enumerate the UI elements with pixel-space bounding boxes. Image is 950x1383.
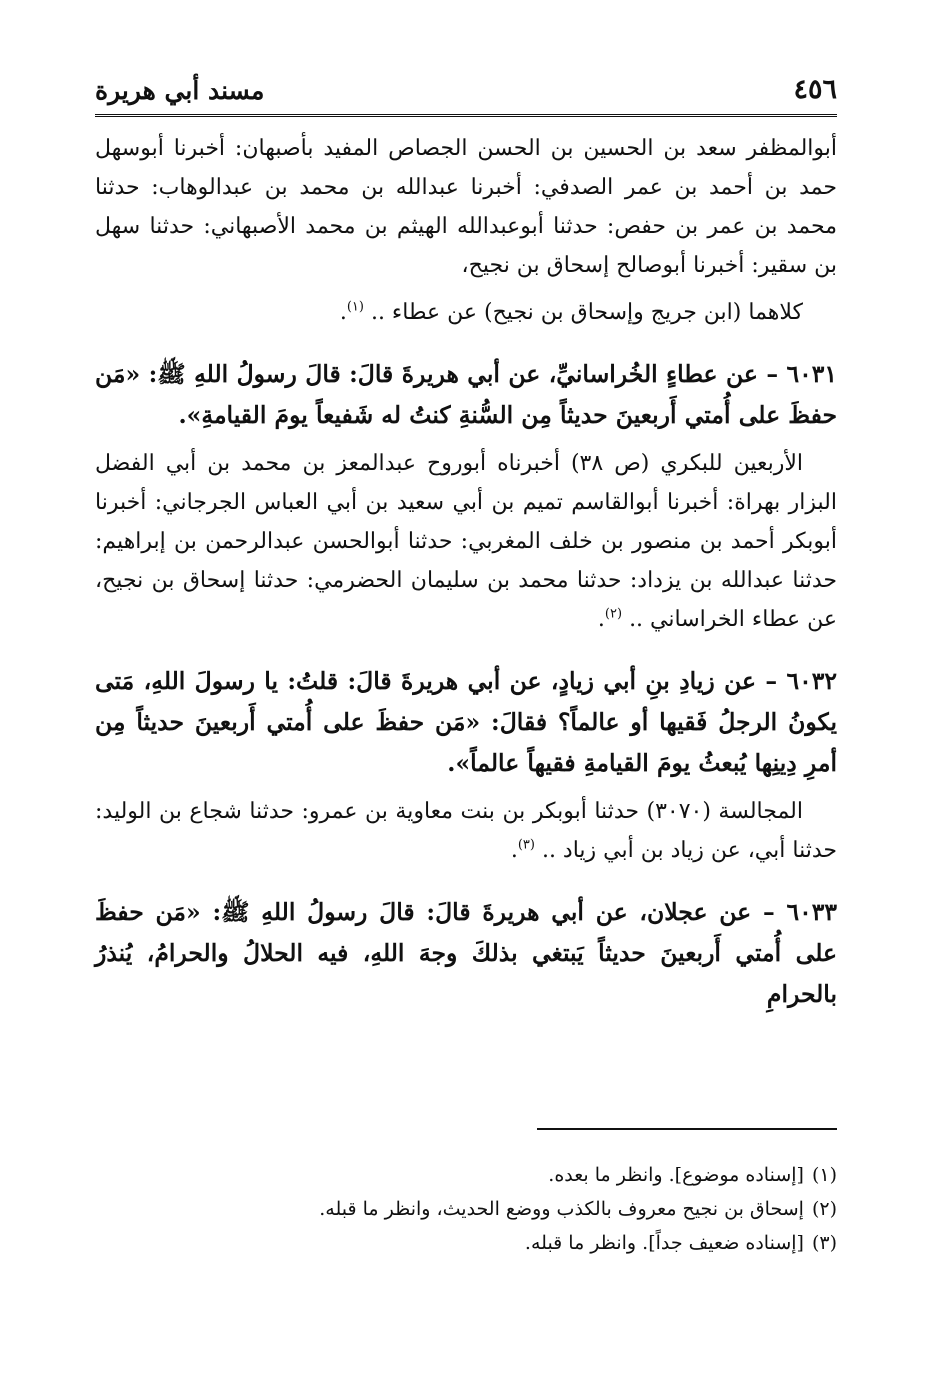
footnote-number: (٣) <box>811 1232 837 1254</box>
isnad-summary: كلاهما (ابن جريج وإسحاق بن نجيح) عن عطاء .. $^{(١)}$. <box>339 299 803 325</box>
footnote-1 <box>95 1158 837 1192</box>
isnad-summary-text: كلاهما (ابن جريج وإسحاق بن نجيح) عن عطاء .. <box>370 300 803 325</box>
footnote-text: [إسناده ضعيف جداً]. وانظر ما قبله. <box>524 1232 804 1254</box>
main-text <box>95 129 837 1015</box>
hadith-6032: ٦٠٣٢ – عن زيادِ بنِ أبي زيادٍ، عن أبي هريرةَ قالَ: قلتُ: يا رسولَ اللهِ، مَتى يكونُ الرجلُ فَقيها أو عالماً؟ فقالَ: «مَن حفظَ على أُمتي أَربعينَ حديثاً مِن أمرِ دِينِها يُبعثُ يومَ القيامةِ فقيهاً عالماً». <box>95 667 837 777</box>
running-title: مسند أبي هريرة <box>95 76 265 105</box>
footnote-ref-1: (١) <box>346 299 364 315</box>
hadith-6031: ٦٠٣١ – عن عطاءٍ الخُراسانيِّ، عن أبي هريرةَ قالَ: قالَ رسولُ اللهِ ﷺ: «مَن حفظَ على أُمتي أَربعينَ حديثاً مِن السُّنةِ كنتُ له شَفيعاً يومَ القيامةِ». <box>95 360 837 429</box>
footnote-text: إسحاق بن نجيح معروف بالكذب ووضع الحديث، وانظر ما قبله. <box>319 1198 804 1220</box>
isnad-paragraph: أبوالمظفر سعد بن الحسين بن الحسن الجصاص المفيد بأصبهان: أخبرنا أبوسهل حمد بن أحمد بن عمر الصدفي: أخبرنا عبدالله بن محمد بن عبدالوهاب: حدثنا محمد بن عمر بن حفص: حدثنا أبوعبدالله الهيثم بن محمد الأصبهاني: حدثنا سهل بن سقير: أخبرنا أبوصالح إسحاق بن نجيح، <box>95 136 837 278</box>
source-text-6031: الأربعين للبكري (ص ٣٨) أخبرناه أبوروح عبدالمعز بن محمد بن أبي الفضل البزار بهراة: أخبرنا أبوالقاسم تميم بن أبي سعيد بن أبي العباس الجرجاني: أخبرنا أبوبكر أحمد بن منصور بن خلف المغربي: حدثنا أبوالحسن عبدالرحمن بن إبراهيم: حدثنا عبدالله بن يزداد: حدثنا محمد بن سليمان الحضرمي: حدثنا إسحاق بن نجيح، عن عطاء الخراساني .. <box>95 451 837 632</box>
hadith-6033: ٦٠٣٣ – عن عجلان، عن أبي هريرةَ قالَ: قالَ رسولُ اللهِ ﷺ: «مَن حفظَ على أُمتي أَربعينَ حديثاً يَبتغي بذلكَ وجهَ اللهِ، فيه الحلالُ والحرامُ، يُنذرُ بالحرامِ <box>95 898 837 1008</box>
footnote-ref-3: (٣) <box>517 837 535 853</box>
source-text-6032: المجالسة (٣٠٧٠) حدثنا أبوبكر بن بنت معاوية بن عمرو: حدثنا شجاع بن الوليد: حدثنا أبي، عن زياد بن أبي زياد .. <box>95 799 837 863</box>
page-header <box>95 70 837 117</box>
footnote-3 <box>95 1226 837 1260</box>
footnote-text: [إسناده موضوع]. وانظر ما بعده. <box>548 1164 804 1186</box>
footnote-divider <box>537 1128 837 1130</box>
footnotes <box>95 1158 837 1260</box>
footnote-ref-2: (٢) <box>604 606 623 622</box>
source-paragraph-6031: الأربعين للبكري (ص ٣٨) أخبرناه أبوروح عبدالمعز بن محمد بن أبي الفضل البزار بهراة: أخبرنا أبوالقاسم تميم بن أبي سعيد بن أبي العباس الجرجاني: أخبرنا أبوبكر أحمد بن منصور بن خلف المغربي: حدثنا أبوالحسن عبدالرحمن بن إبراهيم: حدثنا عبدالله بن يزداد: حدثنا محمد بن سليمان الحضرمي: حدثنا إسحاق بن نجيح، عن عطاء الخراساني .. $^{(٢)}$. <box>95 451 837 632</box>
footnote-number: (٢) <box>811 1198 837 1220</box>
footnote-2 <box>95 1192 837 1226</box>
page-number: ٤٥٦ <box>793 74 837 105</box>
footnote-number: (١) <box>811 1164 837 1186</box>
source-paragraph-6032: المجالسة (٣٠٧٠) حدثنا أبوبكر بن بنت معاوية بن عمرو: حدثنا شجاع بن الوليد: حدثنا أبي، عن زياد بن أبي زياد .. $^{(٣)}$. <box>95 799 837 863</box>
book-page <box>95 70 837 1254</box>
